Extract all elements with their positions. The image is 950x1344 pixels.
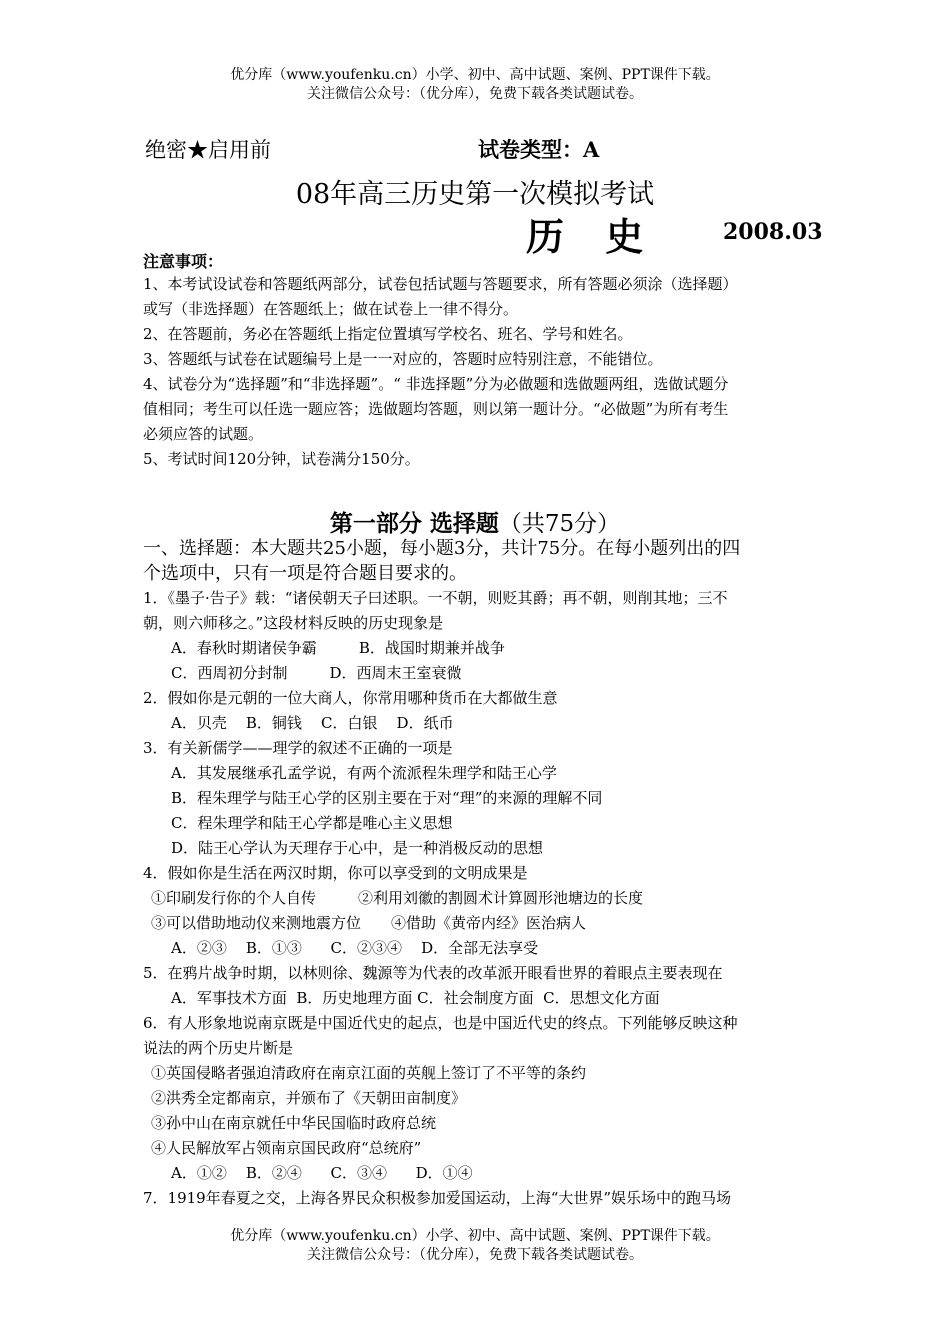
question-3: 3．有关新儒学——理学的叙述不正确的一项是	[143, 739, 453, 757]
question-5: 5．在鸦片战争时期，以林则徐、魏源等为代表的改革派开眼看世界的着眼点主要表现在	[143, 964, 723, 982]
question-2-options: A．贝壳 B．铜钱 C．白银 D．纸币	[171, 714, 454, 732]
question-6-statement-4: ④人民解放军占领南京国民政府“总统府”	[151, 1139, 422, 1157]
subject-title: 历 史	[526, 214, 658, 259]
page-header	[0, 66, 950, 104]
notice-item-4-line-2: 值相同；考生可以任选一题应答；选做题均答题，则以第一题计分。“必做题”为所有考生	[143, 400, 729, 418]
paper-type: 试卷类型：A	[478, 137, 600, 162]
notice-item-1-line-2: 或写（非选择题）在答题纸上；做在试卷上一律不得分。	[143, 300, 519, 318]
question-1-options-ab	[143, 636, 836, 661]
statement-4: ④借助《黄帝内经》医治病人	[391, 914, 587, 932]
question-4-options: A．②③ B．①③ C．②③④ D．全部无法享受	[171, 939, 539, 957]
question-1-line-1: 1．《墨子·告子》载：“诸侯朝天子曰述职。一不朝，则贬其爵；再不朝，则削其地；三不	[143, 589, 728, 607]
question-1	[143, 586, 808, 636]
question-3-option-d: D．陆王心学认为天理存于心中，是一种消极反动的思想	[171, 839, 544, 857]
notice-item-3: 3、答题纸与试卷在试题编号上是一一对应的，答题时应特别注意，不能错位。	[143, 350, 663, 368]
notice-item-1-line-1: 1、本考试设试卷和答题纸两部分，试卷包括试题与答题要求，所有答题必须涂（选择题）	[143, 275, 738, 293]
notice-item-1	[143, 272, 808, 322]
notice-item-2: 2、在答题前，务必在答题纸上指定位置填写学校名、班名、学号和姓名。	[143, 325, 633, 343]
footer-line-1: 优分库（www.youfenku.cn）小学、初中、高中试题、案例、PPT课件下载。	[230, 1228, 720, 1244]
section-title	[0, 505, 950, 538]
header-line-1: 优分库（www.youfenku.cn）小学、初中、高中试题、案例、PPT课件下载。	[230, 67, 720, 83]
question-2: 2．假如你是元朝的一位大商人，你常用哪种货币在大都做生意	[143, 689, 558, 707]
question-6-statement-2: ②洪秀全定都南京，并颁布了《天朝田亩制度》	[151, 1089, 467, 1107]
exam-title: 08年高三历史第一次模拟考试	[295, 179, 655, 210]
confidential-label: 绝密★启用前	[145, 138, 271, 162]
question-6-statement-1: ①英国侵略者强迫清政府在南京江面的英舰上签订了不平等的条约	[151, 1064, 587, 1082]
question-6-line-1: 6．有人形象地说南京既是中国近代史的起点，也是中国近代史的终点。下列能够反映这种	[143, 1014, 738, 1032]
exam-date: 2008.03	[723, 219, 823, 245]
question-3-option-c: C．程朱理学和陆王心学都是唯心主义思想	[171, 814, 453, 832]
question-4-statements-12	[143, 886, 816, 911]
question-4: 4．假如你是生活在两汉时期，你可以享受到的文明成果是	[143, 864, 528, 882]
option-b: B．战国时期兼并战争	[358, 639, 505, 657]
header-line-2: 关注微信公众号：（优分库），免费下载各类试题试卷。	[307, 86, 643, 102]
section-name: 第一部分 选择题	[329, 510, 499, 537]
section-intro	[143, 536, 808, 586]
question-7: 7．1919年春夏之交，上海各界民众积极参加爱国运动，上海“大世界”娱乐场中的跑马场	[143, 1189, 732, 1207]
notice-item-4-line-3: 必须应答的试题。	[143, 425, 264, 443]
question-6	[143, 1011, 808, 1061]
option-a: A．春秋时期诸侯争霸	[171, 639, 317, 657]
notice-item-5: 5、考试时间120分钟，试卷满分150分。	[143, 450, 420, 468]
question-1-options-cd	[143, 661, 836, 686]
question-3-option-b: B．程朱理学与陆王心学的区别主要在于对“理”的来源的理解不同	[171, 789, 603, 807]
question-4-statements-34	[143, 911, 816, 936]
notice-item-4-line-1: 4、试卷分为“选择题”和“非选择题”。“ 非选择题”分为必做题和选做题两组，选做试题分	[143, 375, 729, 393]
notice-item-4	[143, 372, 808, 447]
question-5-options: A．军事技术方面 B．历史地理方面 C．社会制度方面 C．思想文化方面	[171, 989, 660, 1007]
question-6-line-2: 说法的两个历史片断是	[143, 1039, 294, 1057]
question-1-line-2: 朝，则六师移之。”这段材料反映的历史现象是	[143, 614, 444, 632]
statement-3: ③可以借助地动仪来测地震方位	[151, 914, 362, 932]
question-6-statement-3: ③孙中山在南京就任中华民国临时政府总统	[151, 1114, 437, 1132]
section-intro-line-1: 一、选择题：本大题共25小题，每小题3分，共计75分。在每小题列出的四	[143, 538, 741, 559]
section-score: （共75分）	[498, 511, 621, 537]
option-c: C．西周初分封制	[171, 664, 288, 682]
statement-1: ①印刷发行你的个人自传	[151, 889, 317, 907]
question-3-option-a: A．其发展继承孔孟学说，有两个流派程朱理学和陆王心学	[171, 764, 557, 782]
question-6-options: A．①② B．②④ C．③④ D．①④	[171, 1164, 473, 1182]
section-intro-line-2: 个选项中，只有一项是符合题目要求的。	[143, 563, 467, 584]
page-footer	[0, 1227, 950, 1265]
footer-line-2: 关注微信公众号：（优分库），免费下载各类试题试卷。	[307, 1247, 643, 1263]
option-d: D．西周末王室衰微	[329, 664, 462, 682]
statement-2: ②利用刘徽的割圆术计算圆形池塘边的长度	[358, 889, 644, 907]
notice-title: 注意事项：	[143, 252, 224, 271]
